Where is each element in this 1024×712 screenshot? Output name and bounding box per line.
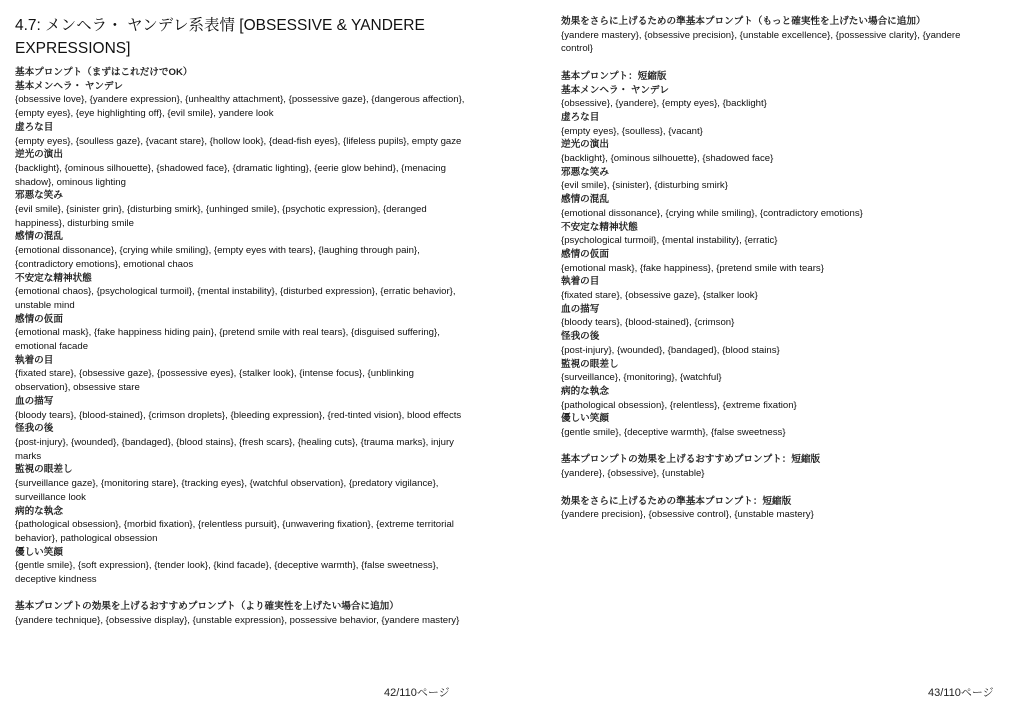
- page-number: 43/110ページ: [928, 687, 994, 699]
- prompt-heading: 逆光の演出: [15, 149, 63, 161]
- prompt-heading: 基本プロンプト：短縮版: [561, 70, 667, 82]
- prompt-block: [15, 80, 465, 121]
- prompt-list: [561, 15, 961, 522]
- prompt-heading: 効果をさらに上げるための準基本プロンプト（もっと確実性を上げたい場合に追加）: [561, 16, 926, 27]
- page-content: [561, 15, 961, 522]
- prompt-text: {surveillance gaze}, {monitoring stare}, {tracking eyes}, {watchful observation}, {predatory vigilance}, surveillance look: [15, 478, 439, 503]
- prompt-block: [561, 138, 961, 165]
- prompt-block: [561, 15, 961, 56]
- prompt-heading: 効果をさらに上げるための準基本プロンプト：短縮版: [561, 495, 792, 507]
- prompt-heading: 執着の目: [15, 354, 54, 366]
- prompt-block: [561, 111, 961, 138]
- section-title: 4.7: メンヘラ・ ヤンデレ系表情 [OBSESSIVE & YANDERE EXPRESSIONS]: [15, 17, 425, 57]
- prompt-text: {pathological obsession}, {morbid fixation}, {relentless pursuit}, {unwavering fixation}, {extreme territorial behavior}, pathological obsession: [15, 519, 454, 544]
- prompt-block: [15, 505, 465, 546]
- prompt-heading: 邪悪な笑み: [15, 190, 63, 202]
- prompt-text: {yandere precision}, {obsessive control}, {unstable mastery}: [561, 509, 814, 521]
- prompt-heading: 怪我の後: [15, 423, 54, 435]
- prompt-heading: 監視の眼差し: [15, 464, 73, 476]
- prompt-text: {fixated stare}, {obsessive gaze}, {possessive eyes}, {stalker look}, {intense focus}, {unblinking observation}, obsessive stare: [15, 368, 414, 394]
- prompt-heading: 基本メンヘラ・ ヤンデレ: [561, 84, 669, 96]
- prompt-text: {emotional mask}, {fake happiness hiding pain}, {pretend smile with real tears}, {disguised suffering}, emotional facade: [15, 327, 440, 353]
- prompt-text: {surveillance}, {monitoring}, {watchful}: [561, 372, 722, 384]
- prompt-block: [15, 600, 465, 627]
- page-content: [15, 14, 465, 628]
- prompt-heading: 感情の混乱: [561, 194, 609, 206]
- prompt-block: [561, 221, 961, 248]
- prompt-heading: 虚ろな目: [15, 121, 54, 133]
- prompt-list: [15, 66, 465, 628]
- prompt-heading: 病的な執念: [561, 385, 609, 397]
- prompt-text: {yandere}, {obsessive}, {unstable}: [561, 468, 705, 480]
- prompt-text: {backlight}, {ominous silhouette}, {shadowed face}: [561, 153, 774, 165]
- prompt-text: {evil smile}, {sinister grin}, {disturbing smirk}, {unhinged smile}, {psychotic expression}, {deranged happiness}, disturbing smile: [15, 204, 427, 229]
- prompt-heading: 邪悪な笑み: [561, 166, 609, 178]
- prompt-text: {gentle smile}, {soft expression}, {tender look}, {kind facade}, {deceptive warmth}, {false sweetness}, deceptive kindness: [15, 560, 439, 586]
- prompt-text: {fixated stare}, {obsessive gaze}, {stalker look}: [561, 290, 758, 302]
- prompt-block: [15, 189, 465, 230]
- prompt-heading: 血の描写: [15, 395, 54, 407]
- prompt-text: {gentle smile}, {deceptive warmth}, {false sweetness}: [561, 427, 786, 439]
- prompt-heading: 病的な執念: [15, 505, 63, 517]
- prompt-block: [15, 422, 465, 463]
- prompt-text: {empty eyes}, {soulless gaze}, {vacant stare}, {hollow look}, {dead-fish eyes}, {lifeless pupils}, empty gaze: [15, 135, 462, 147]
- prompt-heading: 優しい笑顔: [561, 413, 609, 425]
- prompt-text: {bloody tears}, {blood-stained}, {crimson}: [561, 317, 735, 329]
- prompt-block: [561, 166, 961, 193]
- prompt-block: [561, 412, 961, 439]
- prompt-block: [561, 495, 961, 522]
- page-right: [512, 0, 1024, 712]
- prompt-block: [561, 358, 961, 385]
- prompt-heading: 基本プロンプト（まずはこれだけでOK）: [15, 67, 193, 78]
- page-number: 42/110ページ: [384, 687, 450, 699]
- prompt-heading: 監視の眼差し: [561, 358, 619, 370]
- prompt-block: [15, 148, 465, 189]
- prompt-heading: 感情の仮面: [561, 248, 609, 260]
- prompt-text: {yandere technique}, {obsessive display}, {unstable expression}, possessive behavior, {yandere mastery}: [15, 615, 460, 627]
- prompt-heading: 優しい笑顔: [15, 546, 63, 558]
- prompt-text: {empty eyes}, {soulless}, {vacant}: [561, 125, 703, 137]
- prompt-heading: 逆光の演出: [561, 139, 609, 151]
- prompt-block: [15, 121, 465, 148]
- prompt-text: {backlight}, {ominous silhouette}, {shadowed face}, {dramatic lighting}, {eerie glow behind}, {menacing shadow}, ominous lighting: [15, 162, 446, 188]
- prompt-block: [561, 275, 961, 302]
- prompt-text: {obsessive}, {yandere}, {empty eyes}, {backlight}: [561, 98, 767, 110]
- prompt-block: [15, 66, 465, 80]
- prompt-block: [15, 463, 465, 504]
- prompt-heading: 感情の仮面: [15, 313, 63, 325]
- prompt-heading: 基本プロンプトの効果を上げるおすすめプロンプト：短縮版: [561, 454, 821, 466]
- prompt-block: [561, 330, 961, 357]
- prompt-block: [15, 313, 465, 354]
- prompt-block: [15, 230, 465, 271]
- prompt-block: [561, 248, 961, 275]
- prompt-text: {emotional dissonance}, {crying while smiling}, {empty eyes with tears}, {laughing through pain}, {contradictory emotions}, emotional chaos: [15, 245, 420, 270]
- prompt-heading: 感情の混乱: [15, 231, 63, 243]
- prompt-text: {post-injury}, {wounded}, {bandaged}, {blood stains}: [561, 344, 780, 356]
- prompt-heading: 虚ろな目: [561, 111, 600, 123]
- prompt-block: [561, 303, 961, 330]
- prompt-heading: 怪我の後: [561, 331, 600, 343]
- prompt-text: {evil smile}, {sinister}, {disturbing smirk}: [561, 180, 728, 192]
- prompt-block: [561, 385, 961, 412]
- prompt-block: [15, 546, 465, 587]
- prompt-text: {emotional mask}, {fake happiness}, {pretend smile with tears}: [561, 262, 824, 274]
- prompt-text: {pathological obsession}, {relentless}, {extreme fixation}: [561, 399, 797, 411]
- prompt-heading: 血の描写: [561, 303, 600, 315]
- prompt-text: {bloody tears}, {blood-stained}, {crimson droplets}, {bleeding expression}, {red-tinted vision}, blood effects: [15, 409, 462, 421]
- prompt-text: {yandere mastery}, {obsessive precision}, {unstable excellence}, {possessive clarity}, {yandere control}: [561, 29, 961, 55]
- prompt-heading: 執着の目: [561, 276, 600, 288]
- prompt-text: {emotional chaos}, {psychological turmoil}, {mental instability}, {disturbed expression}, {erratic behavior}, unstable mind: [15, 286, 456, 311]
- prompt-text: {post-injury}, {wounded}, {bandaged}, {blood stains}, {fresh scars}, {healing cuts}, {trauma marks}, injury marks: [15, 436, 454, 462]
- prompt-heading: 不安定な精神状態: [561, 221, 638, 233]
- prompt-block: [561, 193, 961, 220]
- prompt-heading: 基本メンヘラ・ ヤンデレ: [15, 80, 123, 92]
- prompt-block: [561, 453, 961, 480]
- prompt-block: [561, 70, 961, 84]
- prompt-block: [561, 84, 961, 111]
- prompt-block: [15, 354, 465, 395]
- prompt-heading: 基本プロンプトの効果を上げるおすすめプロンプト（より確実性を上げたい場合に追加）: [15, 601, 399, 613]
- prompt-block: [15, 272, 465, 313]
- prompt-text: {psychological turmoil}, {mental instability}, {erratic}: [561, 235, 778, 247]
- prompt-text: {obsessive love}, {yandere expression}, {unhealthy attachment}, {possessive gaze}, {dangerous affection}, {empty eyes}, {eye highlighting off}, {evil smile}, yandere look: [15, 94, 465, 120]
- prompt-heading: 不安定な精神状態: [15, 272, 92, 284]
- prompt-block: [15, 395, 465, 422]
- prompt-text: {emotional dissonance}, {crying while smiling}, {contradictory emotions}: [561, 207, 863, 219]
